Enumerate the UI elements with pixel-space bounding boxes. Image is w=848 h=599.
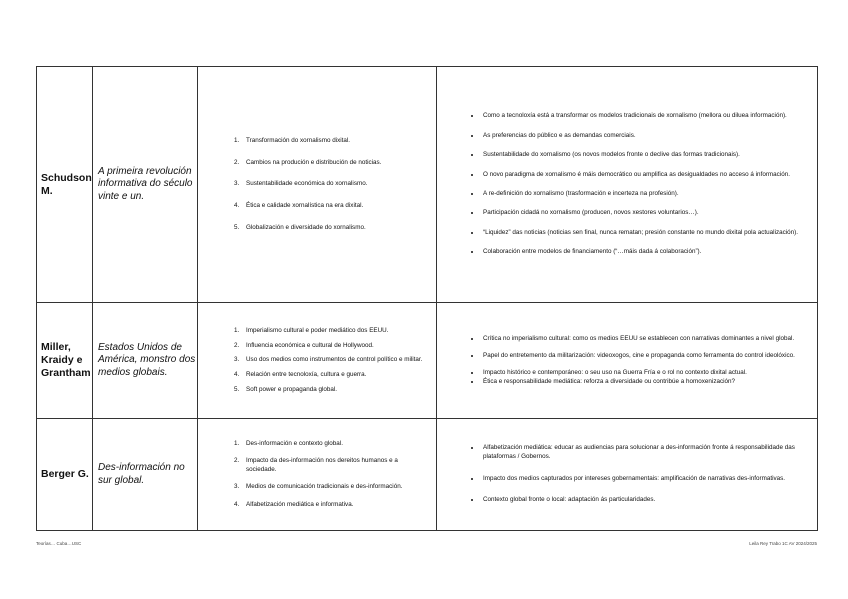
note-item: • “Liquidez” das noticias (noticias sen final, nunca rematan; presión constante no mundo dixital pola actualización). <box>481 229 807 237</box>
author-cell: Berger G. <box>37 419 93 531</box>
note-item: • Participación cidadá no xornalismo (producen, novos xestores voluntarios…). <box>481 209 807 217</box>
note-item: • Sustentabilidade do xornalismo (os novos modelos fronte o declive das formas tradicionais). <box>481 151 807 159</box>
topic-item: 1. Transformación do xornalismo dixital. <box>241 137 428 145</box>
topics-cell <box>198 67 437 303</box>
topic-item: 4. Relación entre tecnoloxía, cultura e guerra. <box>241 371 428 379</box>
topic-item: 2. Influencia económica e cultural de Hollywood. <box>241 342 428 350</box>
topics-cell <box>198 419 437 531</box>
topic-item: 1. Des-información e contexto global. <box>241 440 428 448</box>
note-item: • Como a tecnoloxía está a transformar os modelos tradicionais de xornalismo (mellora ou diluea información). <box>481 112 807 120</box>
notes-cell <box>437 303 818 419</box>
topic-item: 1. Imperialismo cultural e poder mediático dos EEUU. <box>241 327 428 335</box>
work-title-cell: Des-información no sur global. <box>93 419 198 531</box>
topic-item: 5. Globalización e diversidade do xornalismo. <box>241 224 428 232</box>
topic-item: 4. Ética e calidade xornalística na era dixital. <box>241 202 428 210</box>
table-row <box>37 67 818 303</box>
topic-list <box>198 137 436 232</box>
topic-item: 2. Cambios na produción e distribución de noticias. <box>241 159 428 167</box>
note-item: • A re-definición do xornalismo (trasformación e incerteza na profesión). <box>481 190 807 198</box>
note-item: • Impacto histórico e contemporáneo: o seu uso na Guerra Fría e o rol no contexto dixital actual. <box>481 369 807 377</box>
note-item: • Contexto global fronte o local: adaptación ás particularidades. <box>481 496 807 504</box>
note-list <box>437 335 817 387</box>
topic-list <box>198 440 436 510</box>
work-title-cell: Estados Unidos de América, monstro dos medios globais. <box>93 303 198 419</box>
note-item: • Papel do entretemento da militarización: videoxogos, cine e propaganda como ferramenta do control ideolóxico. <box>481 352 807 360</box>
footer-right-text: Leila Rey Trabo 1C AV 2024/2025 <box>749 541 817 546</box>
topic-item: 3. Sustentabilidade económica do xornalismo. <box>241 180 428 188</box>
author-cell: Miller, Kraidy e Grantham <box>37 303 93 419</box>
author-cell: Schudson M. <box>37 67 93 303</box>
table-row <box>37 303 818 419</box>
note-item: • Alfabetización mediática: educar as audiencias para solucionar a des-información fronte á responsabilidade das plataformas / Gobernos. <box>481 444 807 461</box>
note-item: • Ética e responsabilidade mediática: reforza a diversidade ou contribúe a homoxenización? <box>481 378 807 386</box>
topic-item: 4. Alfabetización mediática e informativa. <box>241 501 428 509</box>
work-title-cell: A primeira revolución informativa do século vinte e un. <box>93 67 198 303</box>
topic-item: 5. Soft power e propaganda global. <box>241 386 428 394</box>
summary-table <box>36 66 818 531</box>
topic-list <box>198 327 436 394</box>
topic-item: 3. Medios de comunicación tradicionais e des-información. <box>241 483 428 491</box>
note-item: • Crítica no imperialismo cultural: como os medios EEUU se establecen con narrativas dominantes a nivel global. <box>481 335 807 343</box>
note-item: • As preferencias do público e as demandas comerciais. <box>481 132 807 140</box>
topics-cell <box>198 303 437 419</box>
note-list <box>437 112 817 256</box>
topic-item: 2. Impacto da des-información nos dereitos humanos e a sociedade. <box>241 457 428 474</box>
footer-left-text: Teorías… Cuba…USC <box>36 541 82 546</box>
note-list <box>437 444 817 504</box>
note-item: • Impacto dos medios capturados por intereses gobernamentais: amplificación de narrativas des-informativas. <box>481 475 807 483</box>
note-item: • Colaboración entre modelos de financiamento (“…máis dada á colaboración”). <box>481 248 807 256</box>
notes-cell <box>437 419 818 531</box>
table-row <box>37 419 818 531</box>
topic-item: 3. Uso dos medios como instrumentos de control político e militar. <box>241 356 428 364</box>
note-item: • O novo paradigma de xornalismo é máis democrático ou amplifica as desigualdades no acceso á información. <box>481 171 807 179</box>
notes-cell <box>437 67 818 303</box>
